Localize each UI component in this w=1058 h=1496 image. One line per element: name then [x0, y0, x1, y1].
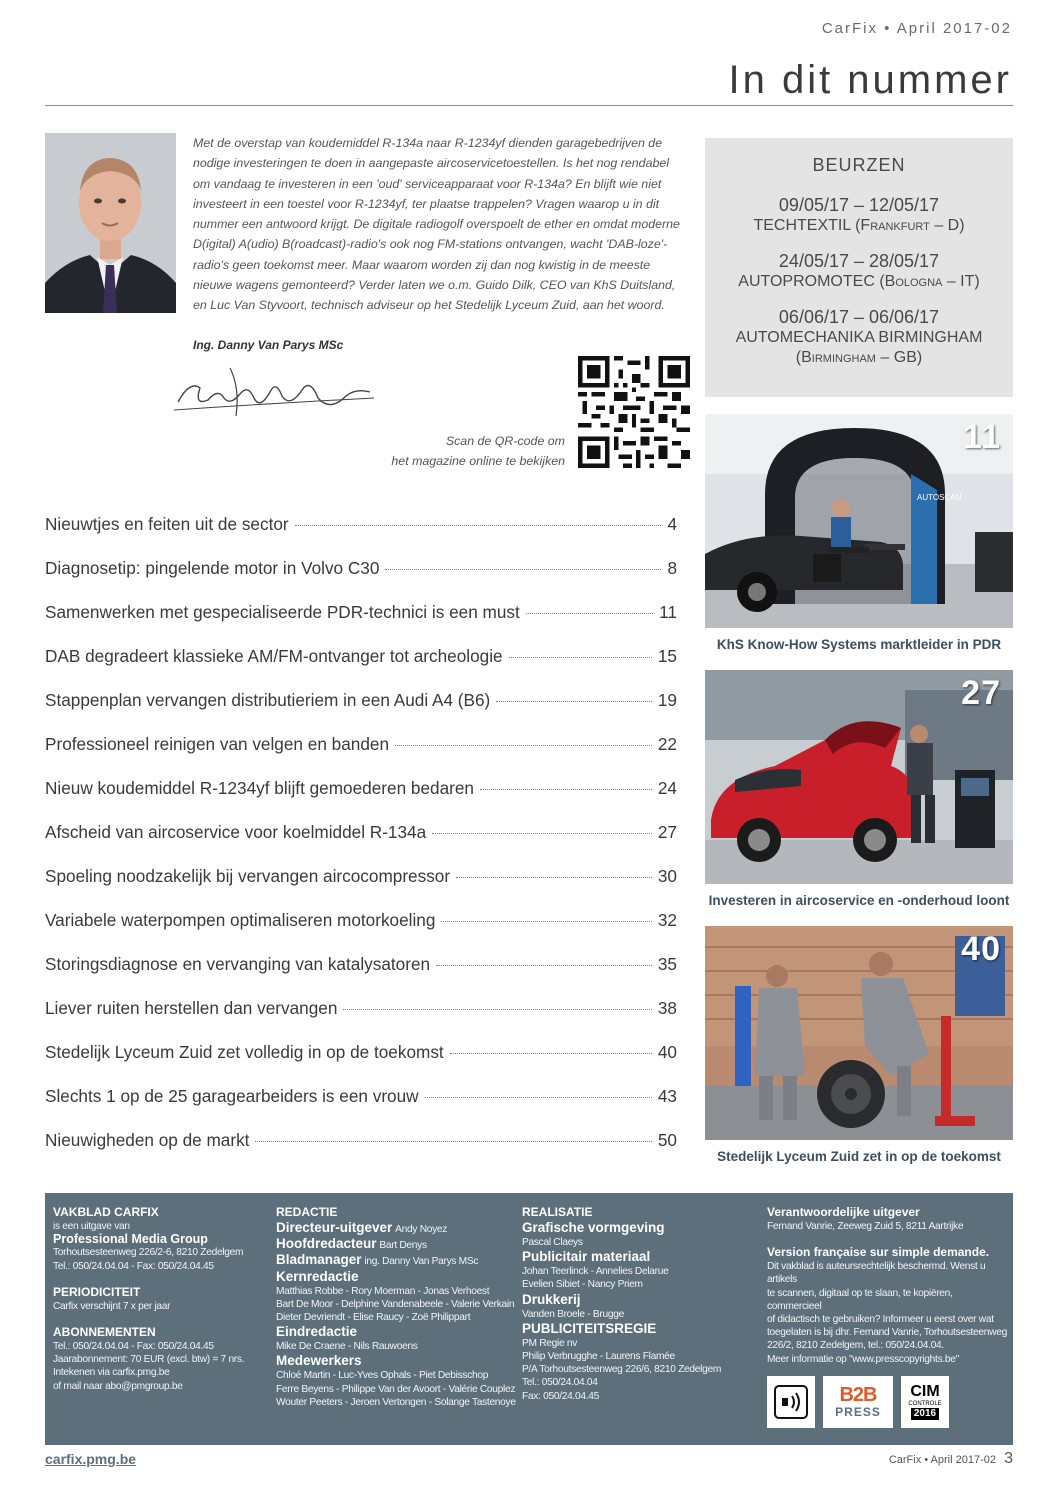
fair-title: TECHTEXTIL	[753, 217, 851, 234]
toc-page-number[interactable]: 22	[657, 734, 677, 754]
fair-name	[705, 272, 1013, 292]
colophon-text: Torhoutsesteenweg 226/2-6, 8210 Zedelgem	[53, 1247, 244, 1259]
toc-page-number[interactable]: 43	[657, 1086, 677, 1106]
toc-row[interactable]	[45, 602, 677, 646]
fair-item	[705, 251, 1013, 292]
toc-leader-dots	[496, 701, 652, 702]
feature-page-number: 40	[961, 930, 1001, 968]
colophon-text: is een uitgave van	[53, 1221, 130, 1232]
toc-row[interactable]	[45, 910, 677, 954]
colophon-text: Philip Verbrugghe - Laurens Flamée	[522, 1351, 675, 1363]
toc-title[interactable]: Diagnosetip: pingelende motor in Volvo C30	[45, 558, 380, 578]
colophon-text: te scannen, digitaal op te slaan, te kopiëren, commercieel	[767, 1287, 953, 1312]
colophon-text: ing. Danny Van Parys MSc	[364, 1256, 479, 1268]
qr-caption	[360, 431, 565, 471]
toc-page-number[interactable]: 30	[657, 866, 677, 886]
colophon-responsible	[767, 1205, 1007, 1366]
colophon-text: Fax: 050/24.04.45	[522, 1390, 600, 1402]
colophon-text: of didactisch te gebruiken? Informeer u eerst over wat	[767, 1314, 994, 1326]
toc-row[interactable]	[45, 514, 677, 558]
author-portrait	[45, 133, 176, 313]
colophon-label: Medewerkers	[276, 1353, 362, 1369]
toc-row[interactable]	[45, 690, 677, 734]
footer-url[interactable]: carfix.pmg.be	[45, 1451, 137, 1467]
toc-page-number[interactable]: 32	[657, 910, 677, 930]
colophon-text: Tel.: 050/24.04.04 - Fax: 050/24.04.45	[53, 1260, 214, 1272]
toc-page-number[interactable]: 35	[657, 954, 677, 974]
feature-page-number: 27	[961, 674, 1001, 712]
colophon-text: Carfix verschijnt 7 x per jaar	[53, 1300, 171, 1312]
toc-page-number[interactable]: 40	[657, 1042, 677, 1062]
feature-aircoservice[interactable]	[705, 670, 1013, 908]
colophon-link[interactable]: of mail naar abo@pmgroup.be	[53, 1380, 183, 1392]
toc-row[interactable]	[45, 998, 677, 1042]
toc-page-number[interactable]: 27	[657, 822, 677, 842]
colophon-text: Matthias Robbe - Rory Moerman - Jonas Verhoest	[276, 1285, 490, 1297]
toc-title[interactable]: Slechts 1 op de 25 garagearbeiders is een vrouw	[45, 1086, 419, 1106]
fair-location: (Birmingham – GB)	[795, 349, 923, 366]
feature-image[interactable]	[705, 670, 1013, 884]
colophon-text: Dit vakblad is auteursrechtelijk beschermd. Wenst u artikels	[767, 1261, 986, 1286]
feature-image[interactable]	[705, 414, 1013, 628]
colophon-text: 226/2, 8210 Zedelgem, tel.: 050/24.04.04.	[767, 1340, 944, 1352]
toc-row[interactable]	[45, 734, 677, 778]
colophon-text: toegelaten is bij dhr. Fernand Vanrie, Torhoutsesteenweg	[767, 1327, 1007, 1339]
fair-location: (Bologna – IT)	[879, 273, 980, 290]
feature-caption: Stedelijk Lyceum Zuid zet in op de toekomst	[717, 1149, 1001, 1164]
toc-row[interactable]	[45, 866, 677, 910]
b2b-mark: B2B	[839, 1384, 877, 1407]
autoscan-sign: AUTOSCAN	[917, 493, 962, 502]
toc-row[interactable]	[45, 822, 677, 866]
editorial-author: Ing. Danny Van Parys MSc	[193, 338, 344, 352]
title-divider	[45, 105, 1013, 106]
toc-leader-dots	[456, 877, 652, 878]
colophon-heading: VAKBLAD CARFIX	[53, 1205, 159, 1219]
colophon-heading: PERIODICITEIT	[53, 1284, 141, 1299]
fair-dates: 06/06/17 – 06/06/17	[778, 307, 940, 327]
qr-code[interactable]	[578, 356, 690, 468]
toc-row[interactable]	[45, 1042, 677, 1086]
fair-location: (Frankfurt – D)	[855, 217, 965, 234]
colophon-text: Johan Teerlinck - Annelies Delarue	[522, 1266, 669, 1278]
toc-leader-dots	[480, 789, 652, 790]
editorial-text: Met de overstap van koudemiddel R-134a naar R-1234yf dienden garagebedrijven de nodige investeringen te doen in aangepaste aircoservicetoestellen. Is het nog rendabel om vandaag te investeren in een 'oud' serviceapparaat voor R-134a? En blijft wie niet investeert in een toestel voor R-1234yf, ter plaatse trappelen? Vragen waarop u in dit nummer een antwoord krijgt. De digitale radiogolf overspoelt de ether en omdat moderne D(igital) A(udio) B(roadcast)-radio's ook nog FM-stations ontvangen, wacht 'DAB-loze'-radio's geen toekomst meer. Maar waarom worden zij dan nog kwistig in de meeste nieuwe wagens gemonteerd? Verder laten we o.m. Guido Dilk, CEO van KhS Duitsland, en Luc Van Styvoort, technisch adviseur op het Stedelijk Lyceum Zuid, aan het woord.	[193, 136, 680, 313]
colophon	[45, 1193, 1013, 1445]
colophon-line	[276, 1252, 516, 1268]
toc-page-number[interactable]: 8	[667, 558, 677, 578]
colophon-line	[276, 1236, 516, 1252]
toc-row[interactable]	[45, 646, 677, 690]
toc-leader-dots	[526, 613, 653, 614]
colophon-text: PM Regie nv	[522, 1337, 578, 1349]
toc-title[interactable]: DAB degradeert klassieke AM/FM-ontvanger tot archeologie	[45, 646, 503, 666]
colophon-link[interactable]: Meer informatie op "www.presscopyrights.be"	[767, 1353, 959, 1365]
toc-title[interactable]: Stappenplan vervangen distributieriem in een Audi A4 (B6)	[45, 690, 491, 710]
colophon-text: Bart Denys	[379, 1240, 427, 1252]
feature-lyceum[interactable]	[705, 926, 1013, 1164]
colophon-text: Fernand Vanrie, Zeeweg Zuid 5, 8211 Aartrijke	[767, 1221, 964, 1232]
toc-leader-dots	[509, 657, 652, 658]
cim-logo	[901, 1376, 949, 1428]
colophon-heading: REALISATIE	[522, 1205, 593, 1219]
qr-caption-line: Scan de QR-code om	[445, 434, 565, 448]
colophon-publisher-name: Professional Media Group	[53, 1232, 208, 1247]
toc-page-number[interactable]: 38	[657, 998, 677, 1018]
toc-title[interactable]: Nieuwigheden op de markt	[45, 1130, 250, 1150]
toc-leader-dots	[450, 1053, 652, 1054]
toc-title[interactable]: Samenwerken met gespecialiseerde PDR-technici is een must	[45, 602, 520, 622]
colophon-label: Publicitair materiaal	[522, 1249, 651, 1265]
toc-page-number[interactable]: 15	[657, 646, 677, 666]
toc-leader-dots	[385, 569, 661, 570]
colophon-text: Bart De Moor - Delphine Vandenabeele - Valerie Verkain	[276, 1298, 515, 1310]
fair-title: AUTOMECHANIKA BIRMINGHAM	[735, 329, 983, 346]
colophon-editorial	[276, 1205, 516, 1409]
toc-page-number[interactable]: 50	[657, 1130, 677, 1150]
colophon-heading: Verantwoordelijke uitgever	[767, 1205, 920, 1219]
feature-caption: KhS Know-How Systems marktleider in PDR	[716, 637, 1002, 652]
colophon-text: Chloé Martin - Luc-Yves Ophals - Piet Debisschop	[276, 1370, 489, 1382]
colophon-label: Eindredactie	[276, 1324, 358, 1340]
toc-leader-dots	[255, 1141, 651, 1142]
colophon-text: Vanden Broele - Brugge	[522, 1308, 624, 1320]
colophon-publisher	[53, 1205, 275, 1393]
fairs-box	[705, 138, 1013, 397]
toc-leader-dots	[295, 525, 662, 526]
colophon-heading: ABONNEMENTEN	[53, 1325, 156, 1340]
toc-page-number[interactable]: 4	[667, 514, 677, 534]
toc-row[interactable]	[45, 1086, 677, 1130]
colophon-text: Wouter Peeters - Jeroen Vertongen - Solange Tastenoye	[276, 1396, 516, 1408]
b2b-word: PRESS	[835, 1405, 881, 1420]
colophon-text: Evelien Sibiet - Nancy Priem	[522, 1279, 643, 1291]
colophon-text: Tel.: 050/24.04.04	[522, 1377, 598, 1389]
fair-dates: 09/05/17 – 12/05/17	[778, 195, 940, 215]
toc-row[interactable]	[45, 778, 677, 822]
toc-title[interactable]: Nieuw koudemiddel R-1234yf blijft gemoederen bedaren	[45, 778, 474, 798]
colophon-heading: Version française sur simple demande.	[767, 1245, 990, 1260]
cim-mark: CIM	[910, 1383, 940, 1400]
feature-caption: Investeren in aircoservice en -onderhoud loont	[708, 893, 1010, 908]
qr-caption-line: het magazine online te bekijken	[391, 454, 565, 468]
colophon-text: P/A Torhoutsesteenweg 226/6, 8210 Zedelgem	[522, 1364, 722, 1376]
toc-page-number[interactable]: 11	[659, 602, 677, 622]
feature-image[interactable]	[705, 926, 1013, 1140]
presscopyrights-logo	[767, 1376, 815, 1428]
colophon-text: Dieter Devriendt - Elise Raucy - Zoë Philippart	[276, 1312, 471, 1324]
toc-title[interactable]: Afscheid van aircoservice voor koelmiddel R-134a	[45, 822, 427, 842]
toc-leader-dots	[441, 921, 651, 922]
footer-page-number: 3	[1004, 1450, 1013, 1467]
table-of-contents	[45, 514, 677, 1174]
toc-leader-dots	[436, 965, 652, 966]
b2b-press-logo	[823, 1376, 893, 1428]
colophon-production	[522, 1205, 757, 1403]
author-signature	[170, 358, 380, 424]
toc-title[interactable]: Liever ruiten herstellen dan vervangen	[45, 998, 338, 1018]
colophon-text: Mike De Craene - Nils Rauwoens	[276, 1341, 418, 1353]
colophon-label: PUBLICITEITSREGIE	[522, 1320, 657, 1336]
toc-row[interactable]	[45, 558, 677, 602]
colophon-label: Hoofdredacteur	[276, 1236, 377, 1252]
toc-leader-dots	[432, 833, 652, 834]
toc-row[interactable]	[45, 954, 677, 998]
colophon-text: Pascal Claeys	[522, 1237, 583, 1248]
colophon-text: Jaarabonnement: 70 EUR (excl. btw) = 7 nrs.	[53, 1354, 245, 1366]
colophon-label: Grafische vormgeving	[522, 1220, 665, 1235]
colophon-link[interactable]: Intekenen via carfix.pmg.be	[53, 1367, 170, 1379]
issue-line: CarFix • April 2017-02	[821, 20, 1012, 37]
feature-pdr[interactable]	[705, 414, 1013, 652]
toc-row[interactable]	[45, 1130, 677, 1174]
colophon-text: Tel.: 050/24.04.04 - Fax: 050/24.04.45	[53, 1341, 214, 1353]
fair-title: AUTOPROMOTEC	[738, 273, 875, 290]
toc-page-number[interactable]: 19	[657, 690, 677, 710]
fair-dates: 24/05/17 – 28/05/17	[778, 251, 940, 271]
colophon-heading: REDACTIE	[276, 1205, 338, 1219]
colophon-label: Drukkerij	[522, 1291, 581, 1307]
toc-title[interactable]: Professioneel reinigen van velgen en banden	[45, 734, 390, 754]
colophon-label: Kernredactie	[276, 1268, 359, 1284]
toc-leader-dots	[425, 1097, 652, 1098]
colophon-text: Ferre Beyens - Philippe Van der Avoort - Valérie Couplez	[276, 1383, 516, 1395]
colophon-label: Directeur-uitgever	[276, 1220, 393, 1235]
toc-leader-dots	[343, 1009, 652, 1010]
toc-page-number[interactable]: 24	[657, 778, 677, 798]
fairs-heading: BEURZEN	[812, 155, 906, 175]
toc-title[interactable]: Nieuwtjes en feiten uit de sector	[45, 514, 289, 534]
colophon-line	[276, 1220, 516, 1236]
toc-title[interactable]: Stedelijk Lyceum Zuid zet volledig in op de toekomst	[45, 1042, 444, 1062]
fair-item	[705, 195, 1013, 236]
toc-title[interactable]: Variabele waterpompen optimaliseren motorkoeling	[45, 910, 436, 930]
colophon-text: Andy Noyez	[395, 1224, 448, 1235]
cim-year: 2016	[911, 1408, 939, 1420]
cim-word: CONTROLE	[908, 1401, 942, 1407]
feature-page-number: 11	[963, 418, 1001, 456]
toc-title[interactable]: Spoeling noodzakelijk bij vervangen aircocompressor	[45, 866, 451, 886]
toc-title[interactable]: Storingsdiagnose en vervanging van katalysatoren	[45, 954, 431, 974]
fair-item	[705, 307, 1013, 368]
colophon-logos	[767, 1376, 949, 1428]
fair-name	[705, 216, 1013, 236]
page-title: In dit nummer	[728, 58, 1012, 102]
toc-leader-dots	[395, 745, 652, 746]
footer-issue: CarFix • April 2017-02	[888, 1454, 996, 1466]
colophon-label: Bladmanager	[276, 1252, 362, 1268]
